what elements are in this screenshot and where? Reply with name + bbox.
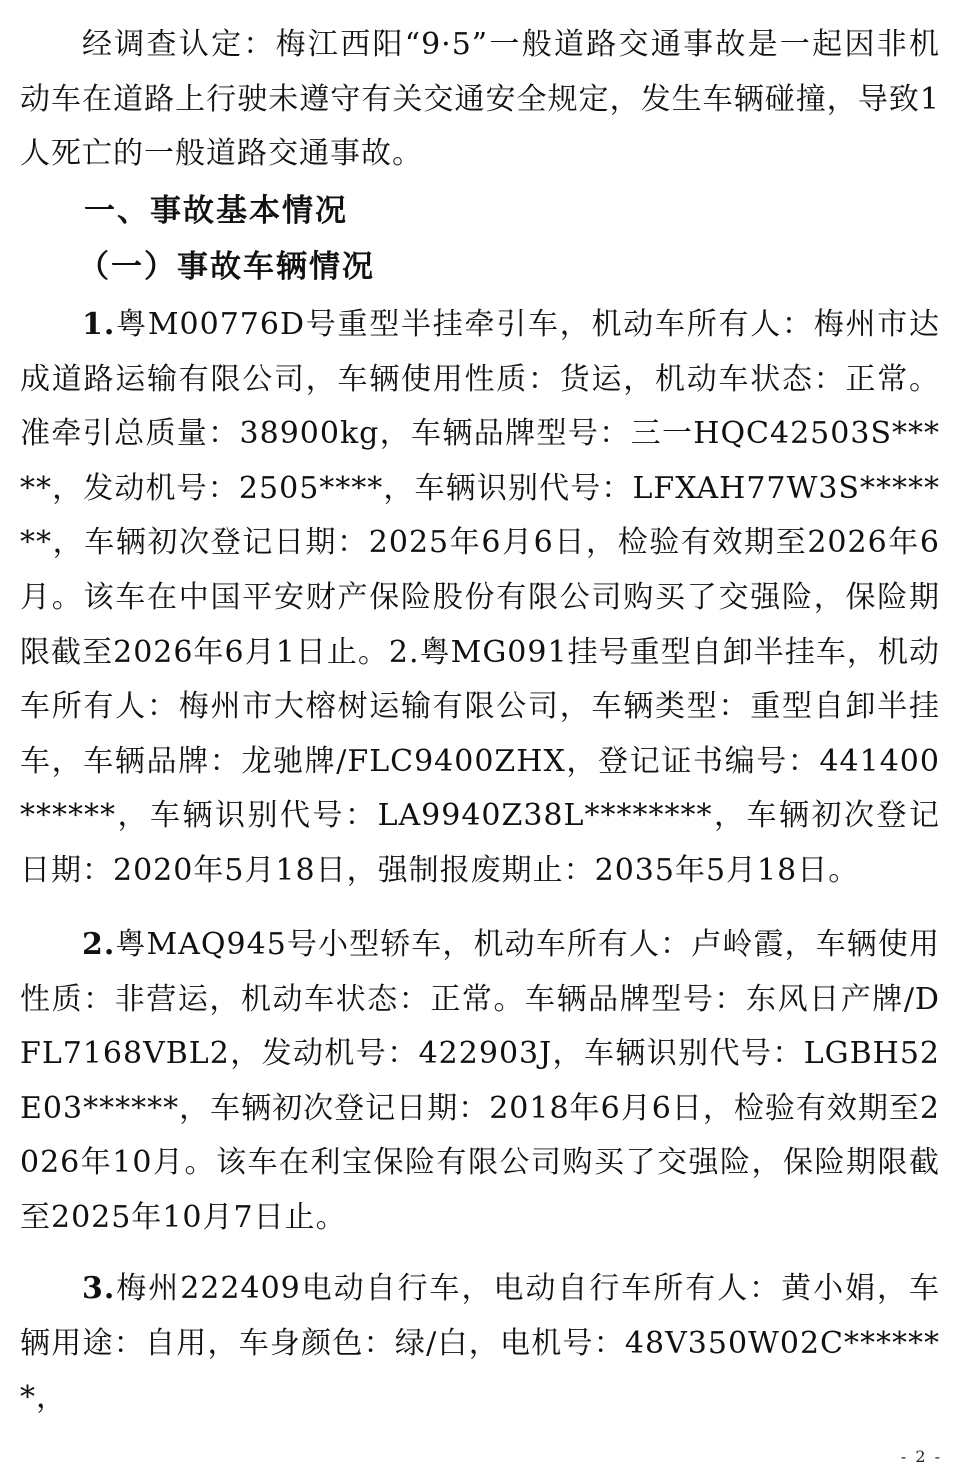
vehicle-number-1: 1.	[82, 307, 116, 342]
vehicle-paragraph-2	[20, 918, 940, 1246]
vehicle-paragraph-1	[20, 298, 940, 899]
vehicle-number-2: 2.	[82, 927, 116, 962]
vehicle-paragraph-3	[20, 1262, 940, 1426]
vehicle-text-1: 粤M00776D号重型半挂牵引车，机动车所有人：梅州市达成道路运输有限公司，车辆使用性质：货运，机动车状态：正常。准牵引总质量：38900kg，车辆品牌型号：三一HQC42503S*****，发动机号：2505****，车辆识别代号：LFXAH77W3S*******，车辆初次登记日期：2025年6月6日，检验有效期至2026年6月。该车在中国平安财产保险股份有限公司购买了交强险，保险期限截至2026年6月1日止。2.粤MG091挂号重型自卸半挂车，机动车所有人：梅州市大榕树运输有限公司，车辆类型：重型自卸半挂车，车辆品牌：龙驰牌/FLC9400ZHX，登记证书编号：441400******，车辆识别代号：LA9940Z38L********，车辆初次登记日期：2020年5月18日，强制报废期止：2035年5月18日。	[20, 307, 940, 888]
page-number: - 2 -	[900, 1447, 942, 1466]
vehicle-number-3: 3.	[82, 1271, 116, 1306]
section-heading: 一、事故基本情况	[84, 193, 348, 229]
intro-paragraph: 经调查认定：梅江西阳“9·5”一般道路交通事故是一起因非机动车在道路上行驶未遵守有关交通安全规定，发生车辆碰撞，导致1人死亡的一般道路交通事故。	[20, 27, 940, 172]
vehicle-text-3: 梅州222409电动自行车，电动自行车所有人：黄小娟，车辆用途：自用，车身颜色：绿/白，电机号：48V350W02C*******，	[20, 1271, 940, 1416]
subsection-heading: （一）事故车辆情况	[78, 249, 375, 285]
vehicle-text-2: 粤MAQ945号小型轿车，机动车所有人：卢岭霞，车辆使用性质：非营运，机动车状态：正常。车辆品牌型号：东风日产牌/DFL7168VBL2，发动机号：422903J，车辆识别代号：LGBH52E03******，车辆初次登记日期：2018年6月6日，检验有效期至2026年10月。该车在利宝保险有限公司购买了交强险，保险期限截至2025年10月7日止。	[20, 927, 940, 1235]
